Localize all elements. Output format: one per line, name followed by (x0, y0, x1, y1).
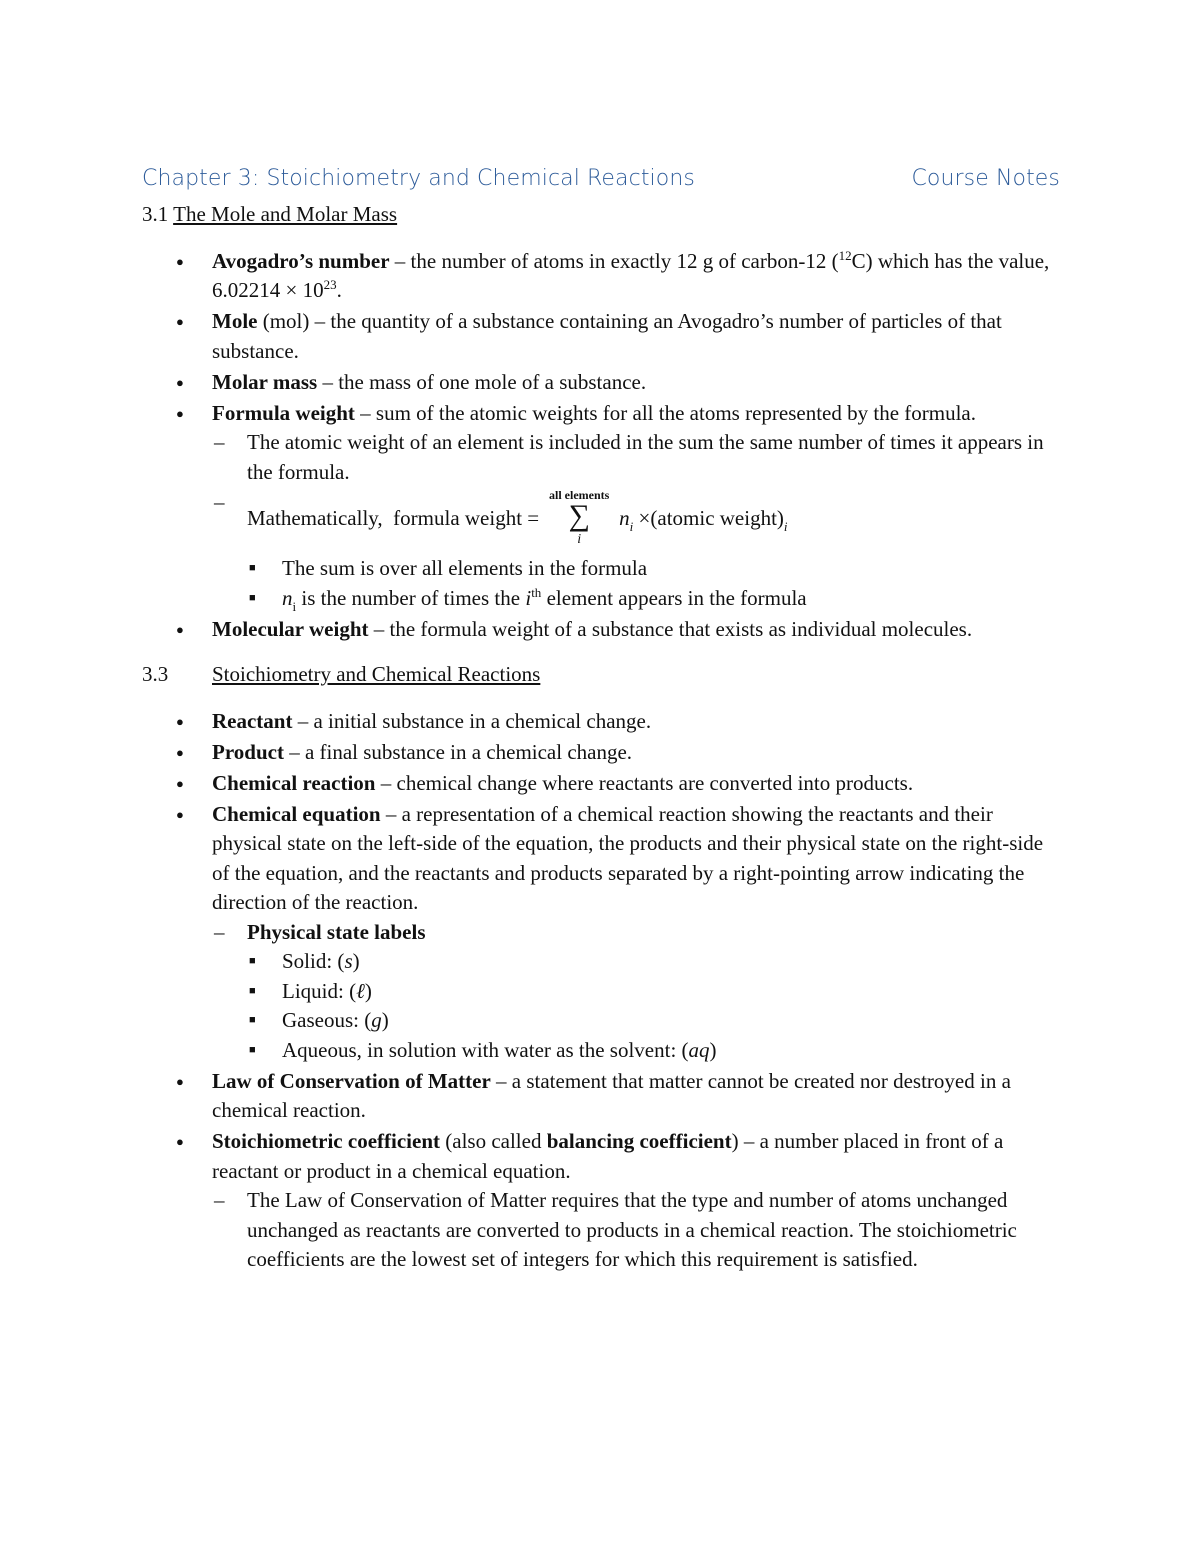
section-3-1-number: 3.1 (142, 202, 169, 226)
section-3-3-title: Stoichiometry and Chemical Reactions (212, 662, 541, 686)
b2-mid: is the number of times the (296, 585, 526, 610)
b2-i: i (525, 585, 532, 610)
term-molecular-weight: Molecular weight (212, 616, 369, 641)
term-balancing-coefficient: balancing coefficient (546, 1129, 732, 1153)
section-3-3-heading (142, 660, 1062, 690)
physical-state-labels-title: Physical state labels (247, 919, 426, 944)
gas-post: ) (381, 1008, 389, 1032)
term-chemical-reaction: Chemical reaction (212, 770, 376, 795)
term-mole: Mole (212, 309, 258, 333)
summation (539, 488, 619, 550)
term-product: Product (212, 739, 284, 764)
avogadro-sup-12: 12 (838, 247, 852, 263)
solid-symbol: s (344, 949, 353, 973)
avogadro-text-b: C) which has the value, 6.02214 × 10 (212, 248, 1050, 302)
section-3-3-list (142, 707, 1062, 1275)
list-item-chemical-equation (142, 800, 1062, 1066)
conservation-text: – a statement that matter cannot be created nor destroyed in a chemical reaction. (212, 1068, 1011, 1122)
aqueous-pre: Aqueous, in solution with water as the solvent: ( (282, 1037, 689, 1062)
section-3-1-list (142, 247, 1062, 645)
chemical-equation-text: – a representation of a chemical reaction showing the reactants and their physical state on the left-side of the equation, the products and their physical state on the right-side of the equation, and the reactants and products separated by a right-pointing arrow indicating the direction of the reaction. (212, 801, 1044, 914)
stoich-text: ) – a number placed in front of a reactant or product in a chemical equation. (212, 1129, 1004, 1183)
formula-weight-text: – sum of the atomic weights for all the atoms represented by the formula. (354, 400, 976, 425)
list-item-chemical-reaction (142, 769, 1062, 799)
b2-end: element appears in the formula (541, 585, 807, 610)
aqueous-post: ) (709, 1037, 717, 1062)
formula-weight-sublist (212, 428, 1062, 613)
list-item-molecular-weight (142, 615, 1062, 645)
gas-symbol: g (371, 1008, 382, 1032)
physical-state-labels (212, 918, 1062, 1066)
stoich-mid: (also called (440, 1129, 547, 1153)
formula-bullet-2 (247, 584, 1062, 614)
list-item-reactant (142, 707, 1062, 737)
term-formula-weight: Formula weight (212, 400, 355, 425)
solid-post: ) (352, 949, 360, 973)
n-variable: n (619, 506, 630, 531)
liquid-symbol: ℓ (356, 978, 365, 1003)
state-gas (247, 1006, 1062, 1036)
aqueous-symbol: aq (688, 1037, 710, 1062)
molar-mass-text: – the mass of one mole of a substance. (317, 369, 647, 394)
b2-sup: th (531, 584, 542, 600)
formula-weight-sub-math (212, 488, 1062, 613)
sum-index: i (577, 532, 582, 547)
state-aqueous (247, 1036, 1062, 1066)
reactant-text: – a initial substance in a chemical change. (292, 708, 652, 733)
physical-state-list (247, 947, 1062, 1065)
list-item-molar-mass (142, 368, 1062, 398)
course-notes-label: Course Notes (911, 166, 1060, 191)
chemical-equation-sublist (212, 918, 1062, 1066)
solid-pre: Solid: ( (282, 949, 345, 973)
molecular-weight-text: – the formula weight of a substance that exists as individual molecules. (368, 616, 973, 641)
list-item-conservation (142, 1067, 1062, 1126)
list-item-stoichiometric-coefficient (142, 1127, 1062, 1275)
product-text: – a final substance in a chemical change. (283, 739, 633, 764)
state-solid (247, 947, 1062, 977)
avogadro-text-c: . (336, 278, 342, 302)
avogadro-text-a: – the number of atoms in exactly 12 g of carbon-12 ( (389, 248, 839, 273)
list-item-avogadro (142, 247, 1062, 306)
tail-subscript: i (783, 519, 788, 535)
state-liquid (247, 977, 1062, 1007)
formula-weight-sub-1: – The atomic weight of an element is included in the sum the same number of times it appears in the formula. (212, 428, 1062, 487)
term-avogadro: Avogadro’s number (212, 248, 390, 273)
formula-weight-bullets (247, 554, 1062, 613)
section-3-1-heading (142, 200, 1062, 230)
sum-upper-limit: all elements (548, 488, 610, 502)
stoich-sublist (212, 1186, 1062, 1275)
liquid-pre: Liquid: ( (282, 978, 357, 1003)
term-molar-mass: Molar mass (212, 369, 318, 394)
sigma-symbol: ∑ (568, 499, 590, 532)
term-chemical-equation: Chemical equation (212, 801, 381, 826)
section-3-1-title: The Mole and Molar Mass (173, 202, 398, 226)
list-item-mole (142, 307, 1062, 366)
liquid-post: ) (364, 978, 372, 1003)
list-item-formula-weight (142, 399, 1062, 614)
stoich-sub-1: – The Law of Conservation of Matter requires that the type and number of atoms unchanged unchanged as reactants are converted to products in a chemical reaction. The stoichiometric coefficients are the lowest set of integers for which this requirement is satisfied. (212, 1186, 1062, 1275)
n-subscript: i (629, 519, 634, 535)
chapter-title: Chapter 3: Stoichiometry and Chemical Reactions (142, 166, 695, 191)
section-3-3-number: 3.3 (142, 662, 169, 686)
chemical-reaction-text: – chemical change where reactants are converted into products. (375, 770, 914, 795)
mole-text: (mol) – the quantity of a substance containing an Avogadro’s number of particles of that substance. (212, 309, 1002, 363)
b2-sub: i (292, 598, 297, 614)
formula-equation (247, 488, 1062, 550)
term-conservation: Law of Conservation of Matter (212, 1068, 491, 1093)
b2-n: n (282, 585, 293, 610)
formula-bullet-1: ■ The sum is over all elements in the formula (247, 554, 1062, 584)
term-stoichiometric-coefficient: Stoichiometric coefficient (212, 1129, 440, 1153)
document-body (142, 200, 1062, 1276)
list-item-product (142, 738, 1062, 768)
avogadro-sup-23: 23 (323, 277, 337, 292)
math-lead: – Mathematically, formula weight = (247, 506, 540, 531)
math-tail: ×(atomic weight) (633, 506, 784, 531)
term-reactant: Reactant (212, 708, 293, 733)
gas-pre: Gaseous: ( (282, 1008, 372, 1032)
